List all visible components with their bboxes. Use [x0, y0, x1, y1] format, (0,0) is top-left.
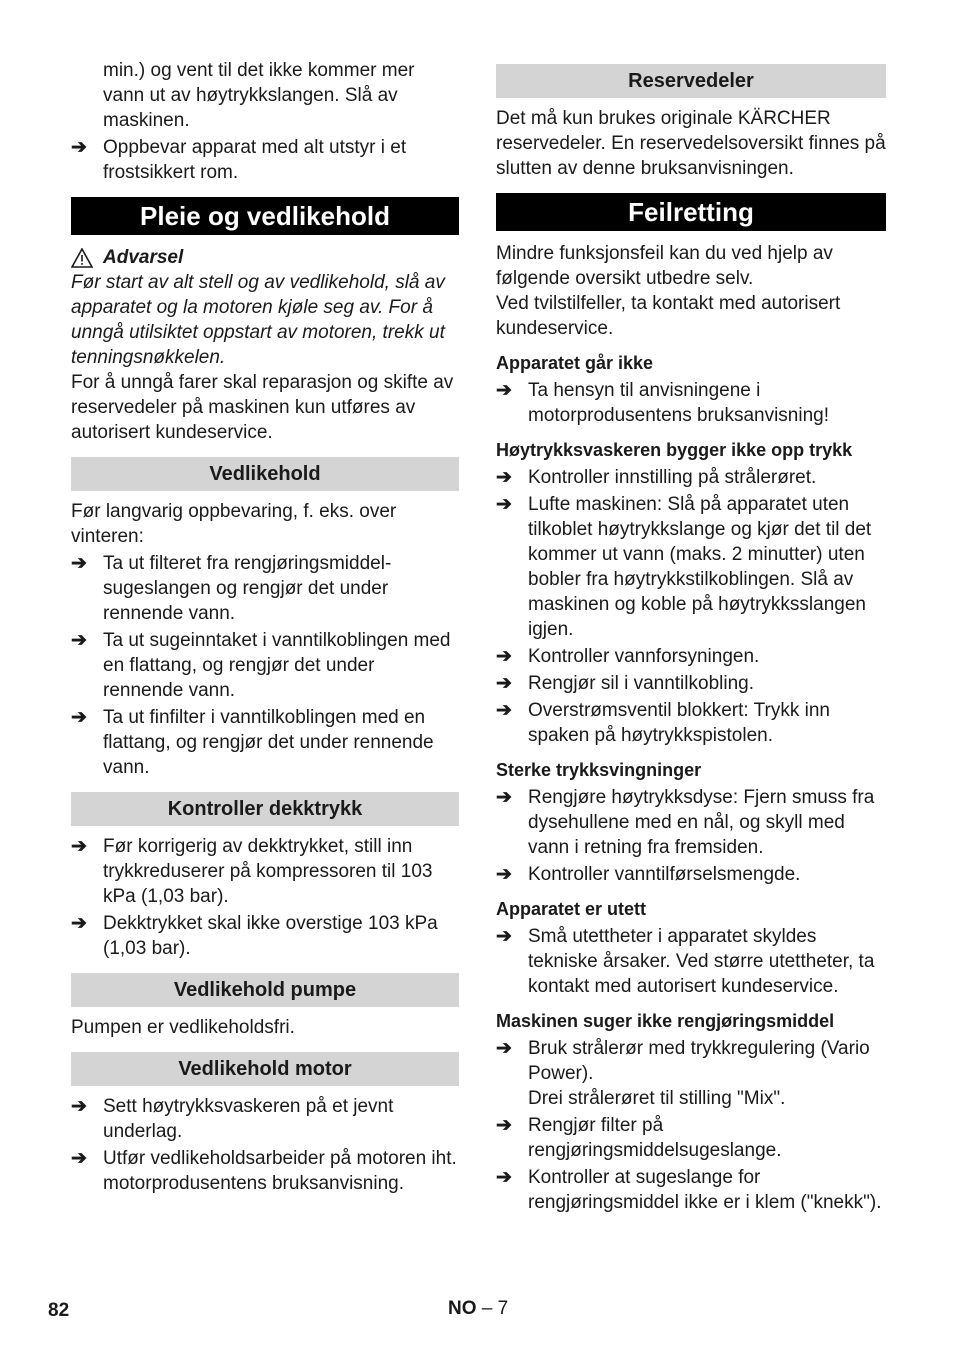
arrow-right-icon: ➔ [71, 137, 87, 158]
list-item: ➔ Rengjøre høytrykksdyse: Fjern smuss fra dysehullene med en nål, og skyll med vann i retning fra fremsiden. [496, 787, 875, 858]
vedlikehold-intro: Før langvarig oppbevaring, f. eks. over vinteren: [71, 501, 397, 547]
list-item: ➔ Sett høytrykksvaskeren på et jevnt underlag. [71, 1096, 394, 1142]
subheading-bygger-ikke: Høytrykksvaskeren bygger ikke opp trykk [496, 440, 853, 460]
arrow-right-icon: ➔ [496, 864, 512, 885]
list-item: ➔ Rengjør filter på rengjøringsmiddelsugeslange. [496, 1115, 782, 1161]
arrow-right-icon: ➔ [71, 630, 87, 651]
arrow-right-icon: ➔ [496, 1167, 512, 1188]
arrow-right-icon: ➔ [496, 673, 512, 694]
list-item: ➔ Små utettheter i apparatet skyldes tekniske årsaker. Ved større utettheter, ta kontakt med autorisert kundeservice. [496, 926, 875, 997]
heading-reservedeler: Reservedeler [496, 64, 886, 98]
subheading-utett: Apparatet er utett [496, 899, 647, 919]
list-item: ➔ Kontroller vannforsyningen. [496, 646, 760, 667]
arrow-right-icon: ➔ [496, 380, 512, 401]
reservedeler-text: Det må kun brukes originale KÄRCHER reservedeler. En reservedelsoversikt finnes på slutten av denne bruksanvisningen. [496, 108, 886, 179]
pumpe-text: Pumpen er vedlikeholdsfri. [71, 1017, 295, 1038]
arrow-right-icon: ➔ [496, 1115, 512, 1136]
arrow-right-icon: ➔ [496, 646, 512, 667]
page-suffix: – 7 [481, 1298, 509, 1319]
arrow-right-icon: ➔ [71, 553, 87, 574]
list-item: ➔ Før korrigerig av dekktrykket, still inn trykkreduserer på kompressoren til 103 kPa (1,03 bar). [71, 836, 433, 907]
section-title-pleie: Pleie og vedlikehold [71, 197, 459, 235]
list-item: ➔ Oppbevar apparat med alt utstyr i et frostsikkert rom. [71, 137, 407, 183]
left-column [71, 58, 459, 1196]
intro-continuation: min.) og vent til det ikke kommer mer vann ut av høytrykkslangen. Slå av maskinen. [103, 60, 415, 131]
list-item: ➔ Rengjør sil i vanntilkobling. [496, 673, 754, 694]
language-code: NO [448, 1298, 477, 1319]
arrow-right-icon: ➔ [71, 1148, 87, 1169]
heading-dekktrykk: Kontroller dekktrykk [71, 792, 459, 826]
section-title-feilretting: Feilretting [496, 193, 886, 231]
list-item: ➔ Kontroller vanntilførselsmengde. [496, 864, 801, 885]
list-item: ➔ Ta ut sugeinntaket i vanntilkoblingen med en flattang, og rengjør det under rennende vann. [71, 630, 451, 701]
feilretting-intro: Mindre funksjonsfeil kan du ved hjelp av følgende oversikt utbedre selv. [496, 243, 833, 289]
heading-pumpe: Vedlikehold pumpe [71, 973, 459, 1007]
list-item: ➔ Ta hensyn til anvisningene i motorprodusentens bruksanvisning! [496, 380, 830, 426]
list-item: ➔ Bruk strålerør med trykkregulering (Vario Power). [496, 1038, 870, 1084]
list-item: ➔ Ta ut finfilter i vanntilkoblingen med en flattang, og rengjør det under rennende vann. [71, 707, 434, 778]
list-item: ➔ Utfør vedlikeholdsarbeider på motoren iht. motorprodusentens bruksanvisning. [71, 1148, 457, 1194]
list-item-continuation: Drei strålerøret til stilling "Mix". [528, 1088, 786, 1109]
arrow-right-icon: ➔ [496, 700, 512, 721]
list-item: ➔ Kontroller at sugeslange for rengjøringsmiddel ikke er i klem ("knekk"). [496, 1167, 882, 1213]
list-item: ➔ Kontroller innstilling på strålerøret. [496, 467, 817, 488]
subheading-suger-ikke: Maskinen suger ikke rengjøringsmiddel [496, 1011, 835, 1031]
warning-triangle-icon [71, 248, 93, 268]
arrow-right-icon: ➔ [496, 787, 512, 808]
list-item: ➔ Lufte maskinen: Slå på apparatet uten tilkoblet høytrykkslange og kjør det til det kommer ut vann (maks. 2 minutter) uten bobler fra høytrykkstilkoblingen. Slå av maskinen og koble på høytrykksslangen igjen. [496, 494, 872, 640]
arrow-right-icon: ➔ [496, 926, 512, 947]
arrow-right-icon: ➔ [496, 1038, 512, 1059]
arrow-right-icon: ➔ [496, 467, 512, 488]
arrow-right-icon: ➔ [496, 494, 512, 515]
arrow-right-icon: ➔ [71, 913, 87, 934]
list-item: ➔ Ta ut filteret fra rengjøringsmiddel-sugeslangen og rengjør det under rennende vann. [71, 553, 392, 624]
feilretting-intro-2: Ved tvilstilfeller, ta kontakt med autorisert kundeservice. [496, 293, 841, 339]
list-item: ➔ Dekktrykket skal ikke overstige 103 kPa (1,03 bar). [71, 913, 438, 959]
right-column [496, 58, 886, 1215]
subheading-svingninger: Sterke trykksvingninger [496, 760, 702, 780]
repair-text: For å unngå farer skal reparasjon og skifte av reservedeler på maskinen kun utføres av autorisert kundeservice. [71, 372, 454, 443]
subheading-gaar-ikke: Apparatet går ikke [496, 353, 654, 373]
warning-heading: Advarsel [71, 245, 459, 270]
heading-motor: Vedlikehold motor [71, 1052, 459, 1086]
page-number: 82 [48, 1300, 70, 1321]
arrow-right-icon: ➔ [71, 707, 87, 728]
list-item: ➔ Overstrømsventil blokkert: Trykk inn spaken på høytrykkspistolen. [496, 700, 830, 746]
page-footer-label [448, 1296, 508, 1321]
heading-vedlikehold: Vedlikehold [71, 457, 459, 491]
arrow-right-icon: ➔ [71, 1096, 87, 1117]
warning-text: Før start av alt stell og av vedlikehold, slå av apparatet og la motoren kjøle seg av. For å unngå utilsiktet oppstart av motoren, trekk ut tenningsnøkkelen. [71, 272, 445, 368]
arrow-right-icon: ➔ [71, 836, 87, 857]
